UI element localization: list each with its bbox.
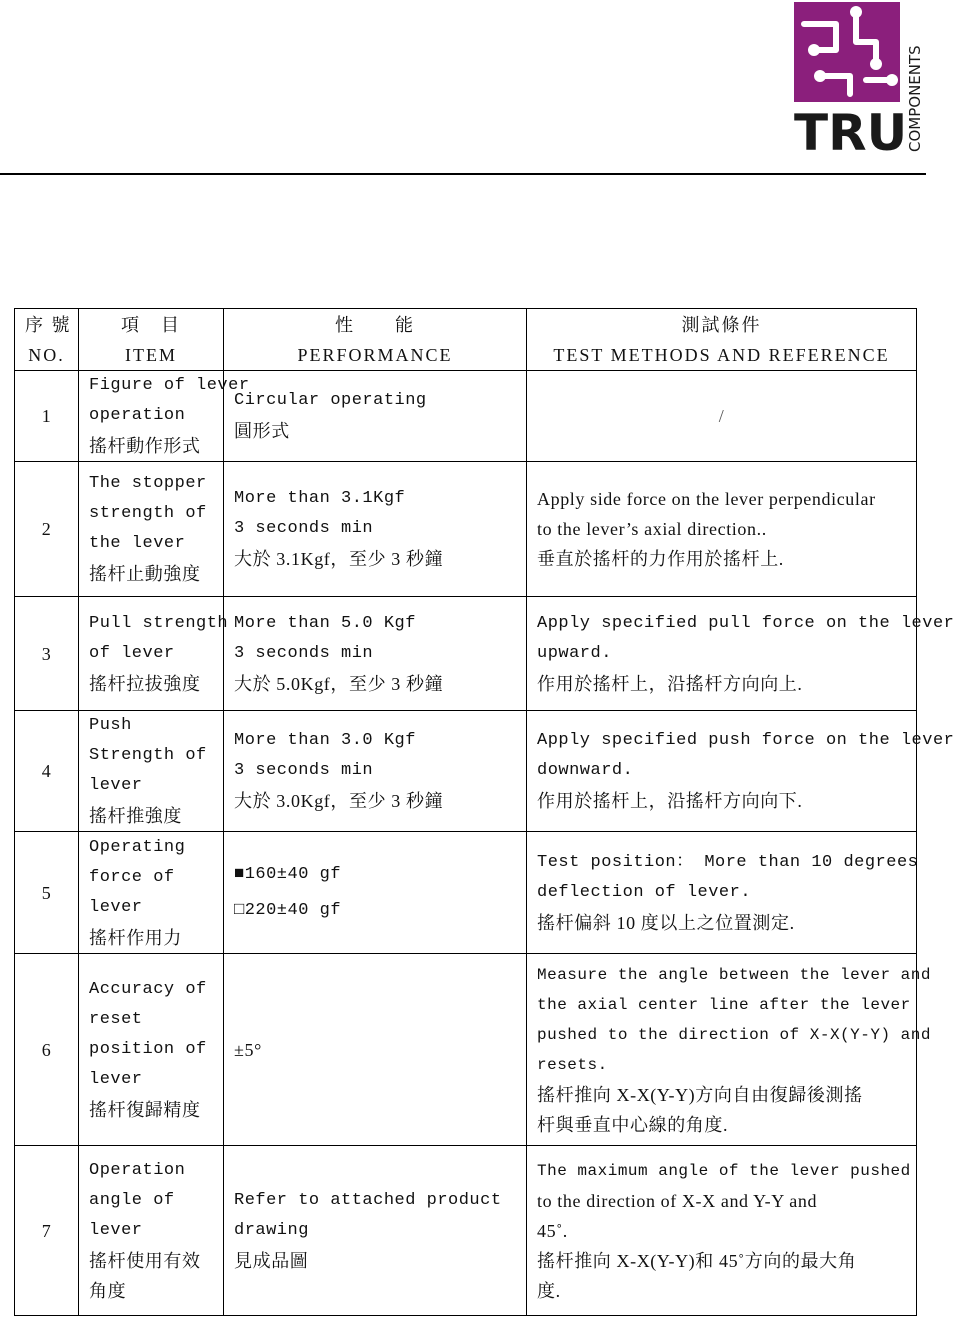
item-cell: [79, 832, 224, 954]
row-number: 3: [15, 597, 79, 711]
performance-line: 3 seconds min: [234, 643, 374, 663]
item-line: 搖杆作用力: [89, 927, 182, 948]
header-performance-en: PERFORMANCE: [297, 344, 453, 365]
test-line: the axial center line after the lever: [537, 995, 911, 1014]
item-line: 搖杆動作形式: [89, 436, 201, 456]
test-line: upward.: [537, 643, 612, 663]
test-cell: [527, 832, 917, 954]
item-line: Operation: [89, 1160, 186, 1180]
performance-line: 大於 3.0Kgf，至少 3 秒鐘: [234, 791, 444, 811]
header-performance-zh: 性 能: [335, 314, 415, 335]
item-line: 角度: [89, 1280, 127, 1301]
item-line: Operating: [89, 837, 186, 857]
test-cell: [527, 1146, 917, 1316]
test-line: deflection of lever.: [537, 882, 752, 902]
header-test-en: TEST METHODS AND REFERENCE: [553, 344, 890, 365]
test-line: resets.: [537, 1055, 608, 1074]
row-number: 1: [15, 371, 79, 462]
test-line: 杆與垂直中心線的角度.: [537, 1114, 729, 1135]
item-line: lever: [89, 897, 143, 917]
performance-line: 圓形式: [234, 421, 290, 441]
performance-cell: [224, 832, 527, 954]
item-line: 搖杆拉拔強度: [89, 673, 201, 694]
item-line: Figure of lever: [89, 376, 250, 395]
item-cell: [79, 597, 229, 711]
performance-line: drawing: [234, 1220, 309, 1240]
test-line: pushed to the direction of X-X(Y-Y) and: [537, 1025, 931, 1044]
row-number: 4: [15, 711, 79, 832]
performance-option-checked: ■160±40 gf: [234, 864, 342, 884]
header-divider: [0, 173, 926, 175]
performance-line: ±5°: [234, 1039, 262, 1060]
row-number: 7: [15, 1146, 79, 1316]
item-line: The stopper: [89, 474, 207, 493]
header-item-zh: 項 目: [121, 314, 181, 335]
table-row: [15, 711, 917, 832]
item-line: angle of: [89, 1190, 175, 1210]
test-cell: [527, 711, 954, 832]
test-line: Measure the angle between the lever and: [537, 965, 931, 984]
test-line: The maximum angle of the lever pushed: [537, 1161, 911, 1180]
item-line: lever: [89, 1069, 143, 1089]
test-line: 垂直於搖杆的力作用於搖杆上.: [537, 549, 784, 569]
test-line: 度.: [537, 1280, 561, 1301]
specification-table: [14, 308, 954, 1316]
item-line: Push: [89, 716, 132, 735]
item-line: 搖杆復歸精度: [89, 1099, 201, 1120]
test-line: to the direction of X-X and Y-Y and: [537, 1190, 818, 1211]
header-performance: [224, 309, 527, 371]
logo-brand-text: TRU: [794, 104, 908, 162]
header-item-en: ITEM: [125, 344, 177, 365]
item-cell: [79, 954, 224, 1146]
item-cell: [79, 1146, 224, 1316]
test-cell: [527, 954, 931, 1146]
test-line: 作用於搖杆上，沿搖杆方向向上.: [537, 673, 803, 694]
test-line: /: [718, 406, 725, 426]
item-line: Pull strength: [89, 613, 229, 633]
performance-line: More than 3.1Kgf: [234, 489, 406, 508]
performance-line: 大於 5.0Kgf，至少 3 秒鐘: [234, 673, 444, 694]
header-item: [79, 309, 224, 371]
item-cell: [79, 371, 250, 462]
test-line: 作用於搖杆上，沿搖杆方向向下.: [537, 791, 803, 811]
test-line: 45˚.: [537, 1220, 568, 1241]
item-line: operation: [89, 406, 186, 425]
performance-line: More than 3.0 Kgf: [234, 731, 416, 750]
row-number: 2: [15, 462, 79, 597]
item-line: the lever: [89, 534, 186, 553]
performance-cell: [224, 597, 527, 711]
performance-line: 3 seconds min: [234, 519, 374, 538]
item-line: position of: [89, 1039, 207, 1059]
item-line: Accuracy of: [89, 979, 207, 999]
performance-line: Circular operating: [234, 391, 427, 410]
test-line: Apply side force on the lever perpendicular: [537, 489, 876, 509]
performance-cell: [224, 462, 527, 597]
test-line: to the lever’s axial direction..: [537, 519, 767, 539]
performance-line: Refer to attached product: [234, 1190, 502, 1210]
performance-line: 大於 3.1Kgf，至少 3 秒鐘: [234, 549, 444, 569]
header-test: [527, 309, 917, 371]
logo-sub-text: COMPONENTS: [906, 45, 924, 152]
performance-cell: [224, 954, 527, 1146]
performance-cell: [224, 371, 527, 462]
test-line: 搖杆偏斜 10 度以上之位置測定.: [537, 912, 795, 933]
item-line: reset: [89, 1009, 143, 1029]
performance-line: 見成品圖: [234, 1250, 309, 1271]
table-row: [15, 954, 917, 1146]
test-cell: [527, 462, 917, 597]
table-header-row: [15, 309, 917, 371]
test-line: 搖杆推向 X-X(Y-Y)方向自由復歸後測搖: [537, 1084, 863, 1105]
header-no-zh: 序 號: [25, 314, 72, 335]
performance-cell: [224, 1146, 527, 1316]
test-line: Test position： More than 10 degrees: [537, 852, 919, 872]
test-cell: [527, 371, 917, 462]
row-number: 5: [15, 832, 79, 954]
item-line: 搖杆推強度: [89, 806, 182, 826]
performance-line: More than 5.0 Kgf: [234, 613, 416, 633]
table-row: [15, 371, 917, 462]
item-cell: [79, 462, 224, 597]
row-number: 6: [15, 954, 79, 1146]
performance-option-unchecked: □220±40 gf: [234, 900, 342, 920]
test-line: Apply specified push force on the lever: [537, 731, 954, 750]
item-line: 搖杆止動強度: [89, 564, 201, 584]
table-row: [15, 462, 917, 597]
test-line: downward.: [537, 761, 634, 780]
header-test-zh: 測試條件: [681, 314, 762, 335]
item-line: lever: [89, 1220, 143, 1240]
table-row: [15, 597, 917, 711]
item-line: Strength of: [89, 746, 207, 765]
performance-line: 3 seconds min: [234, 761, 374, 780]
test-line: Apply specified pull force on the lever: [537, 613, 954, 633]
header-no: [15, 309, 79, 371]
tru-components-logo: [794, 2, 924, 162]
item-line: of lever: [89, 643, 175, 663]
item-line: strength of: [89, 504, 207, 523]
table-row: [15, 1146, 917, 1316]
item-line: lever: [89, 776, 143, 795]
test-line: 搖杆推向 X-X(Y-Y)和 45˚方向的最大角: [537, 1250, 857, 1271]
item-cell: [79, 711, 224, 832]
test-cell: [527, 597, 954, 711]
table-row: [15, 832, 917, 954]
item-line: 搖杆使用有效: [89, 1250, 201, 1271]
header-no-en: NO.: [28, 344, 65, 365]
performance-cell: [224, 711, 527, 832]
item-line: force of: [89, 867, 175, 887]
